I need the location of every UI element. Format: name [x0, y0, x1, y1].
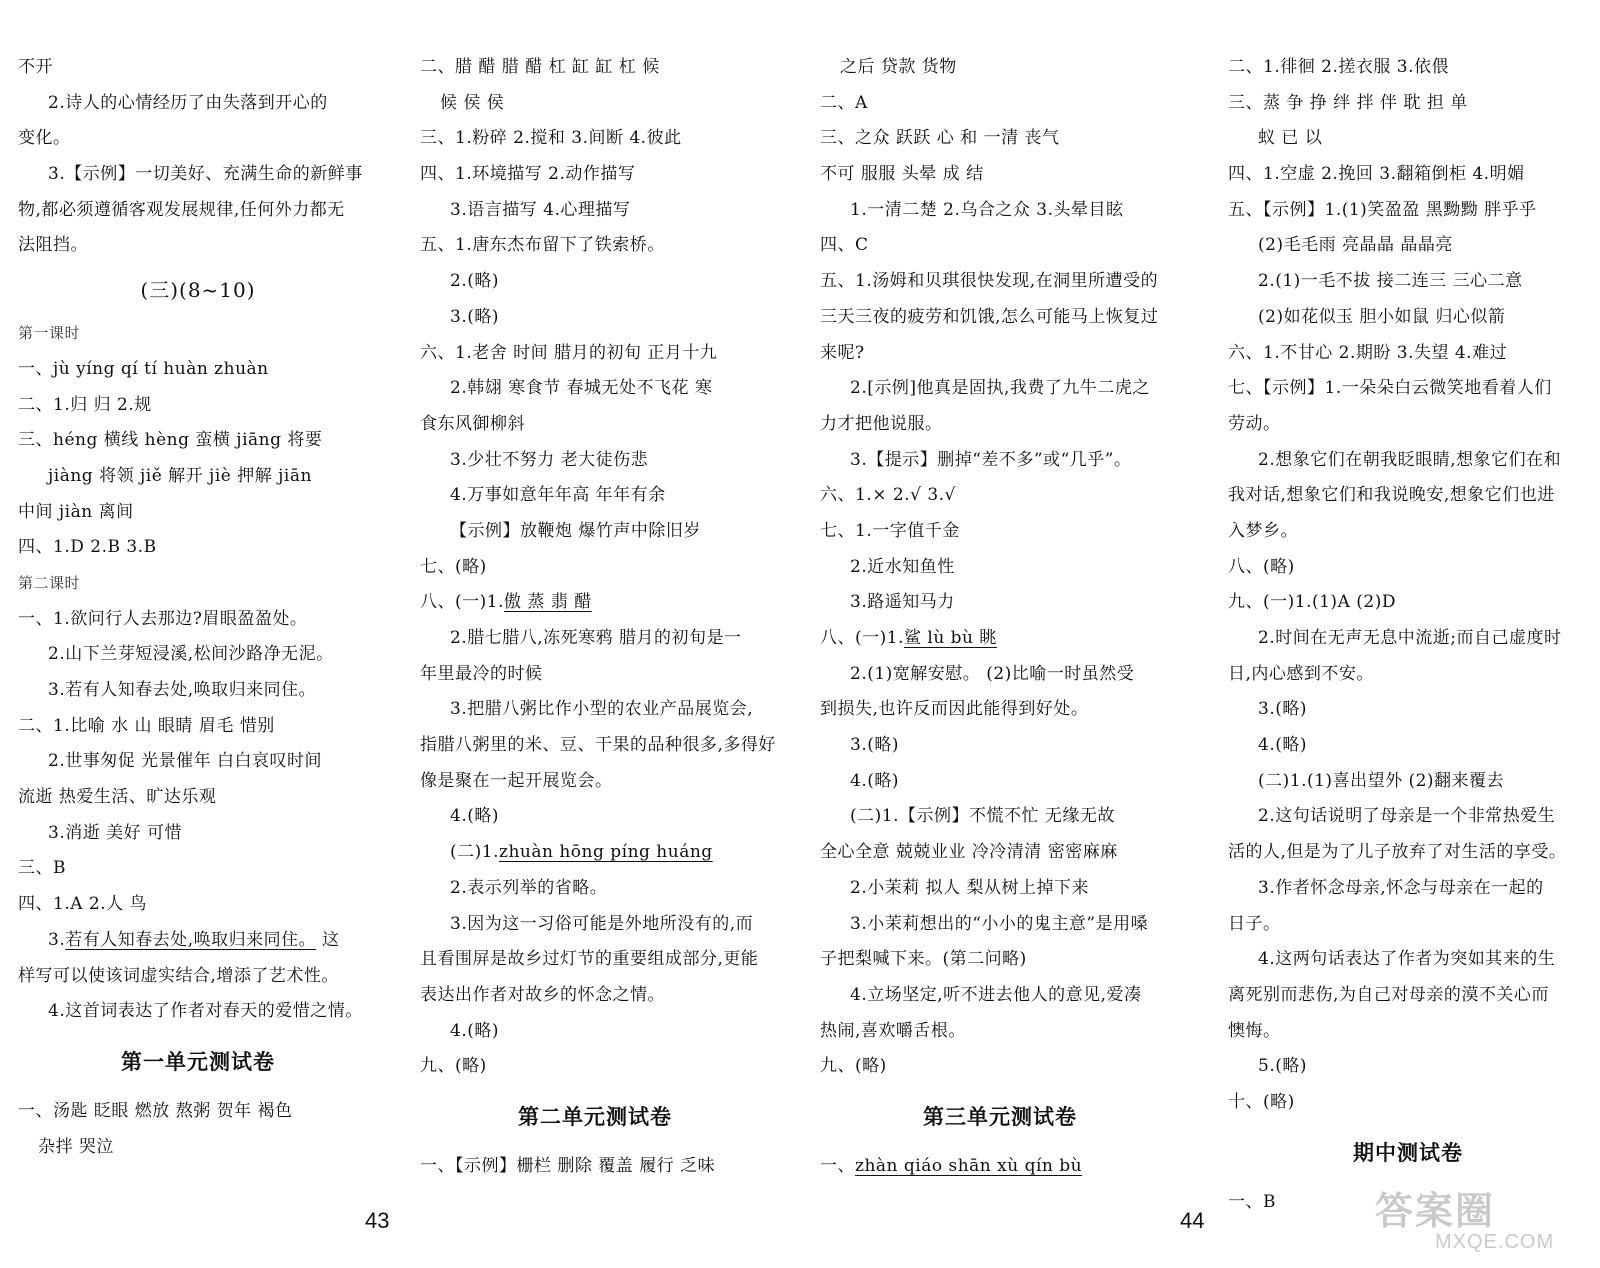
text-part: 这 — [316, 929, 340, 950]
test-title: 第一单元测试卷 — [121, 1048, 275, 1074]
text-line: 热闹,喜欢嚼舌根。 — [820, 1020, 966, 1041]
underlined-text: zhuàn hōng píng huáng — [498, 842, 713, 863]
text-line: 3.路遥知马力 — [850, 592, 955, 613]
text-line: 六、1.不甘心 2.期盼 3.失望 4.难过 — [1228, 342, 1508, 363]
text-part: 八、(一)1. — [420, 592, 504, 613]
test-title: 第三单元测试卷 — [923, 1103, 1077, 1129]
text-line: 3.(略) — [450, 306, 499, 327]
watermark-url: MXQE.COM — [1435, 1231, 1555, 1253]
text-line: 一、【示例】栅栏 删除 覆盖 履行 乏味 — [420, 1155, 716, 1176]
text-line: (二)1.(1)喜出望外 (2)翻来覆去 — [1258, 770, 1505, 791]
text-line: jiàng 将领 jiě 解开 jiè 押解 jiān — [48, 465, 312, 486]
text-line: 4.(略) — [850, 770, 899, 791]
lesson-label: 第一课时 — [18, 324, 81, 343]
text-line: 指腊八粥里的米、豆、干果的品种很多,多得好 — [420, 735, 776, 756]
text-line: 一、汤匙 眨眼 燃放 熬粥 贺年 褐色 — [18, 1100, 293, 1121]
text-part: 八、(一)1. — [820, 628, 904, 648]
text-line: 3.消逝 美好 可惜 — [48, 822, 183, 843]
text-line: 离死别而悲伤,为自己对母亲的漠不关心而 — [1228, 984, 1549, 1005]
text-line: 六、1.老舍 时间 腊月的初旬 正月十九 — [420, 342, 718, 363]
text-line: 二、1.徘徊 2.搓衣服 3.依偎 — [1228, 57, 1449, 77]
text-line: 来呢? — [820, 342, 865, 363]
text-line: 像是聚在一起开展览会。 — [420, 770, 613, 791]
text-part: 一、 — [820, 1155, 855, 1176]
page-number-left: 43 — [365, 1208, 390, 1233]
text-line: 二、A — [820, 92, 868, 113]
text-line: 2.山下兰芽短浸溪,松间沙路净无泥。 — [48, 644, 334, 665]
text-line: 且看围屏是故乡过灯节的重要组成部分,更能 — [420, 949, 759, 970]
text-line: 变化。 — [18, 128, 71, 149]
text-line: 4.这首词表达了作者对春天的爱惜之情。 — [48, 1001, 363, 1022]
text-line: 九、(略) — [820, 1056, 887, 1077]
text-line: 流逝 热爱生活、旷达乐观 — [18, 787, 217, 808]
text-line: 2.这句话说明了母亲是一个非常热爱生 — [1258, 806, 1556, 827]
text-line: 2.(1)宽解安慰。 (2)比喻一时虽然受 — [850, 663, 1135, 684]
underlined-text: 傲 蒸 翡 醋 — [503, 592, 592, 613]
text-line: 七、(略) — [420, 556, 487, 577]
lesson-label: 第二课时 — [18, 573, 81, 592]
text-line: 日,内心感到不安。 — [1228, 663, 1374, 684]
text-line — [420, 585, 770, 621]
text-line — [420, 835, 770, 871]
text-line: 三、1.粉碎 2.搅和 3.间断 4.彼此 — [420, 128, 682, 149]
text-line: 2.(略) — [450, 271, 499, 292]
text-line: 物,都必须遵循客观发展规律,任何外力都无 — [18, 199, 345, 220]
answer-column-1 — [18, 50, 378, 1165]
text-line: 懊悔。 — [1228, 1020, 1281, 1041]
watermark-title: 答案圈 — [1375, 1191, 1496, 1233]
text-line: 5.(略) — [1258, 1056, 1307, 1077]
text-line: 蚁 已 以 — [1258, 128, 1323, 149]
text-line: 杂拌 哭泣 — [38, 1136, 114, 1157]
text-line: 一、B — [1228, 1191, 1276, 1212]
text-line: 4.(略) — [450, 806, 499, 827]
text-line: 候 侯 侯 — [440, 92, 505, 113]
text-line: 到损失,也许反而因此能得到好处。 — [820, 699, 1089, 720]
text-line: 三、B — [18, 858, 66, 879]
text-line: 2.[示例]他真是固执,我费了九牛二虎之 — [850, 378, 1150, 399]
text-line: 入梦乡。 — [1228, 520, 1298, 541]
text-line: 【示例】放鞭炮 爆竹声中除旧岁 — [450, 520, 701, 541]
text-line: 四、1.空虚 2.挽回 3.翻箱倒柜 4.明媚 — [1228, 164, 1525, 185]
section-heading: (三)(8~10) — [140, 278, 256, 303]
text-line: 我对话,想象它们和我说晚安,想象它们也进 — [1228, 485, 1555, 506]
underlined-text: 若有人知春去处,唤取归来同住。 — [65, 929, 317, 950]
text-line: 三、之众 跃跃 心 和 一清 丧气 — [820, 128, 1060, 149]
text-line: 九、(略) — [420, 1056, 487, 1077]
text-line: 之后 贷款 货物 — [840, 57, 957, 77]
text-line: 4.这两句话表达了作者为突如其来的生 — [1258, 949, 1556, 970]
text-line: 3.(略) — [850, 735, 899, 756]
text-line: 二、1.归 归 2.规 — [18, 394, 152, 415]
text-line: 劳动。 — [1228, 413, 1281, 434]
text-part: 3. — [48, 929, 66, 950]
text-line: 表达出作者对故乡的怀念之情。 — [420, 984, 665, 1005]
text-line: 四、C — [820, 235, 869, 256]
text-line: 全心全意 兢兢业业 冷冷清清 密密麻麻 — [820, 842, 1118, 863]
text-line: 2.韩翃 寒食节 春城无处不飞花 寒 — [450, 378, 713, 399]
text-line: 2.诗人的心情经历了由失落到开心的 — [48, 92, 328, 113]
text-line: 二、腊 醋 腊 醋 杠 缸 缸 杠 候 — [420, 57, 660, 77]
text-line: 3.【示例】一切美好、充满生命的新鲜事 — [48, 164, 363, 185]
text-line: 子把梨喊下来。(第二问略) — [820, 949, 1027, 970]
text-line: 法阻挡。 — [18, 235, 88, 256]
text-line: 2.想象它们在朝我眨眼睛,想象它们在和 — [1258, 449, 1562, 470]
text-line: 3.语言描写 4.心理描写 — [450, 199, 631, 220]
text-line: 三、蒸 争 挣 绊 拌 伴 耽 担 单 — [1228, 92, 1468, 113]
text-line: 不开 — [18, 57, 53, 77]
text-line: 二、1.比喻 水 山 眼睛 眉毛 惜别 — [18, 715, 275, 736]
underlined-text: zhàn qiáo shān xù qín bù — [855, 1155, 1083, 1176]
text-line: 八、(略) — [1228, 556, 1295, 577]
text-line: 九、(一)1.(1)A (2)D — [1228, 592, 1396, 613]
text-line: (二)1.【示例】不慌不忙 无缘无故 — [850, 806, 1115, 827]
text-line: 日子。 — [1228, 913, 1281, 934]
text-line: 2.小茉莉 拟人 梨从树上掉下来 — [850, 877, 1090, 898]
text-line: (2)如花似玉 胆小如鼠 归心似箭 — [1258, 306, 1506, 327]
text-line: 六、1.× 2.√ 3.√ — [820, 485, 956, 506]
answer-column-4 — [1228, 50, 1588, 1220]
text-line: 1.一清二楚 2.乌合之众 3.头晕目眩 — [850, 199, 1124, 220]
text-line: 4.立场坚定,听不进去他人的意见,爱凑 — [850, 984, 1142, 1005]
answer-column-2 — [420, 50, 776, 1185]
text-line: 四、1.A 2.人 鸟 — [18, 894, 148, 915]
text-line: 3.(略) — [1258, 699, 1307, 720]
text-line: 3.把腊八粥比作小型的农业产品展览会, — [450, 699, 754, 720]
text-line: 十、(略) — [1228, 1091, 1295, 1112]
text-line: 2.近水知鱼性 — [850, 556, 955, 577]
text-line: 五、1.唐东杰布留下了铁索桥。 — [420, 235, 665, 256]
text-line: 样写可以使该词虚实结合,增添了艺术性。 — [18, 965, 339, 986]
page-number-right: 44 — [1180, 1208, 1205, 1233]
text-line: 3.【提示】删掉“差不多”或“几乎”。 — [850, 449, 1132, 470]
text-line: 力才把他说服。 — [820, 413, 943, 434]
text-line: 年里最冷的时候 — [420, 663, 543, 684]
text-line: 三、héng 横线 hèng 蛮横 jiāng 将要 — [18, 430, 323, 451]
text-line: 中间 jiàn 离间 — [18, 501, 134, 522]
underlined-text: 鲨 lù bù 眺 — [903, 628, 997, 648]
text-line: 2.表示列举的省略。 — [450, 877, 608, 898]
text-line: 食东风御柳斜 — [420, 413, 525, 434]
test-title: 期中测试卷 — [1353, 1139, 1463, 1165]
text-part: (二)1. — [450, 842, 499, 863]
text-line: 一、1.欲问行人去那边?眉眼盈盈处。 — [18, 608, 308, 629]
text-line: 七、【示例】1.一朵朵白云微笑地看着人们 — [1228, 378, 1552, 399]
text-line: 不可 服服 头晕 成 结 — [820, 164, 984, 185]
text-line: 七、1.一字值千金 — [820, 520, 960, 541]
text-line: 4.万事如意年年高 年年有余 — [450, 485, 666, 506]
text-line: (2)毛毛雨 亮晶晶 晶晶亮 — [1258, 235, 1453, 256]
text-line: 3.少壮不努力 老大徒伤悲 — [450, 449, 649, 470]
text-line: 三天三夜的疲劳和饥饿,怎么可能马上恢复过 — [820, 306, 1159, 327]
watermark — [1375, 1180, 1590, 1265]
text-line: 2.时间在无声无息中流逝;而自己虚度时 — [1258, 628, 1562, 648]
text-line: 3.小茉莉想出的“小小的鬼主意”是用嗓 — [850, 913, 1149, 934]
text-line: 一、jù yíng qí tí huàn zhuàn — [18, 358, 269, 379]
text-line: 五、【示例】1.(1)笑盈盈 黑黝黝 胖乎乎 — [1228, 199, 1537, 220]
text-line — [820, 1149, 1180, 1185]
text-line: 2.世事匆促 光景催年 白白哀叹时间 — [48, 751, 323, 772]
text-line: 五、1.汤姆和贝琪很快发现,在洞里所遭受的 — [820, 271, 1159, 292]
text-line: 3.因为这一习俗可能是外地所没有的,而 — [450, 913, 754, 934]
text-line: 4.(略) — [450, 1020, 499, 1041]
text-line: 3.若有人知春去处,唤取归来同住。 — [48, 680, 317, 700]
text-line — [820, 621, 1180, 657]
text-line: 3.作者怀念母亲,怀念与母亲在一起的 — [1258, 877, 1544, 898]
text-line — [18, 923, 378, 959]
answer-column-3 — [820, 50, 1180, 1185]
text-line: 四、1.D 2.B 3.B — [18, 537, 157, 558]
text-line: 四、1.环境描写 2.动作描写 — [420, 164, 636, 185]
text-line: 活的人,但是为了儿子放弃了对生活的享受。 — [1228, 842, 1567, 863]
text-line: 2.(1)一毛不拔 接二连三 三心二意 — [1258, 271, 1523, 292]
text-line: 4.(略) — [1258, 735, 1307, 756]
test-title: 第二单元测试卷 — [518, 1103, 672, 1129]
text-line: 2.腊七腊八,冻死寒鸦 腊月的初旬是一 — [450, 628, 742, 648]
